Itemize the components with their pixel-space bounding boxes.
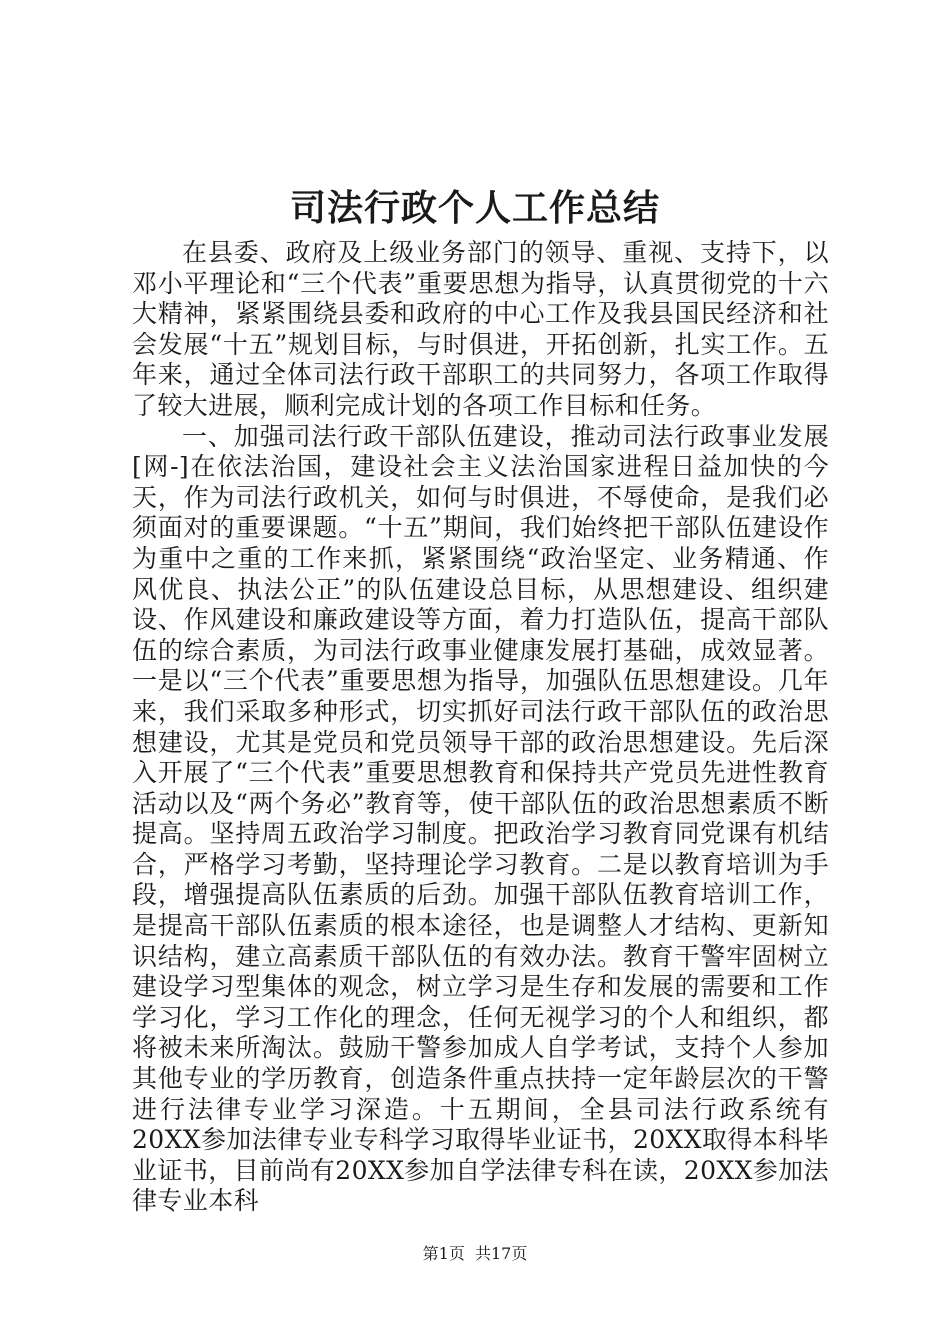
page-number-footer: 第1页 共17页: [422, 1244, 528, 1263]
paragraph-intro: 在县委、政府及上级业务部门的领导、重视、支持下，以邓小平理论和“三个代表”重要思想为指导，认真贯彻党的十六大精神，紧紧围绕县委和政府的中心工作及我县国民经济和社会发展“十五”规划目标，与时俱进，开拓创新，扎实工作。五年来，通过全体司法行政干部职工的共同努力，各项工作取得了较大进展，顺利完成计划的各项工作目标和任务。: [132, 238, 829, 420]
document-title: 司法行政个人工作总结: [289, 187, 660, 229]
paragraph-section-one: 一、加强司法行政干部队伍建设，推动司法行政事业发展[网-]在依法治国，建设社会主义法治国家进程日益加快的今天，作为司法行政机关，如何与时俱进，不辱使命，是我们必须面对的重要课题。“十五”期间，我们始终把干部队伍建设作为重中之重的工作来抓，紧紧围绕“政治坚定、业务精通、作风优良、执法公正”的队伍建设总目标，从思想建设、组织建设、作风建设和廉政建设等方面，着力打造队伍，提高干部队伍的综合素质，为司法行政事业健康发展打基础，成效显著。一是以“三个代表”重要思想为指导，加强队伍思想建设。几年来，我们采取多种形式，切实抓好司法行政干部队伍的政治思想建设，尤其是党员和党员领导干部的政治思想建设。先后深入开展了“三个代表”重要思想教育和保持共产党员先进性教育活动以及“两个务必”教育等，使干部队伍的政治思想素质不断提高。坚持周五政治学习制度。把政治学习教育同党课有机结合，严格学习考勤，坚持理论学习教育。二是以教育培训为手段，增强提高队伍素质的后劲。加强干部队伍教育培训工作，是提高干部队伍素质的根本途径，也是调整人才结构、更新知识结构，建立高素质干部队伍的有效办法。教育干警牢固树立建设学习型集体的观念，树立学习是生存和发展的需要和工作学习化，学习工作化的理念，任何无视学习的个人和组织，都将被未来所淘汰。鼓励干警参加成人自学考试，支持个人参加其他专业的学历教育，创造条件重点扶持一定年龄层次的干警进行法律专业学习深造。十五期间，全县司法行政系统有20XX参加法律专业专科学习取得毕业证书，20XX取得本科毕业证书，目前尚有20XX参加自学法律专科在读，20XX参加法律专业本科: [132, 421, 829, 1216]
document-body: [132, 238, 829, 1217]
